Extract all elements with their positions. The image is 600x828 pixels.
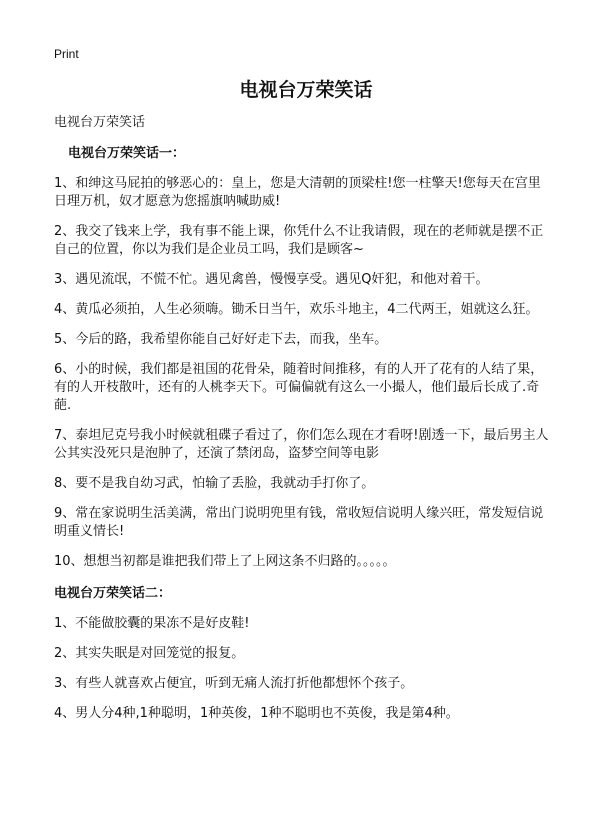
joke-item: 5、今后的路，我希望你能自己好好走下去，而我，坐车。: [54, 332, 388, 347]
joke-item: 4、男人分4种,1种聪明，1种英俊，1种不聪明也不英俊，我是第4种。: [54, 706, 459, 721]
joke-item: 2、我交了钱来上学，我有事不能上课，你凭什么不让我请假，现在的老师就是摆不正自己的位置，你以为我们是企业员工吗，我们是顾客~: [54, 224, 544, 257]
joke-item: 9、常在家说明生活美满，常出门说明兜里有钱，常收短信说明人缘兴旺，常发短信说明重义情长!: [54, 506, 544, 539]
joke-item: 3、有些人就喜欢占便宜，听到无痛人流打折他都想怀个孩子。: [54, 676, 414, 691]
joke-list-2: [54, 615, 554, 723]
page-subtitle: 电视台万荣笑话: [54, 115, 146, 130]
joke-item: 3、遇见流氓，不慌不忙。遇见禽兽，慢慢享受。遇见Q奸犯，和他对着干。: [54, 272, 489, 287]
joke-item: 1、和绅这马屁拍的够恶心的：皇上，您是大清朝的顶梁柱!您一柱擎天!您每天在宫里日理万机，奴才愿意为您摇旗呐喊助威!: [54, 176, 541, 209]
joke-item: 1、不能做胶囊的果冻不是好皮鞋!: [54, 616, 250, 631]
section-heading-1: 电视台万荣笑话一：: [68, 146, 186, 161]
joke-item: 6、小的时候，我们都是祖国的花骨朵，随着时间推移，有的人开了花有的人结了果，有的人开枝散叶，还有的人桃李天下。可偏偏就有这么一小撮人，他们最后长成了.奇葩.: [54, 362, 544, 413]
joke-list-1: [54, 175, 554, 571]
joke-item: 4、黄瓜必须拍，人生必须嗨。锄禾日当午，欢乐斗地主，4二代两王，姐就这么狂。: [54, 302, 539, 317]
section-heading-2: 电视台万荣笑话二：: [54, 586, 172, 601]
joke-item: 2、其实失眠是对回笼觉的报复。: [54, 646, 245, 661]
joke-item: 10、想想当初都是谁把我们带上了上网这条不归路的。。。。。: [54, 554, 396, 569]
print-link[interactable]: Print: [54, 47, 79, 61]
joke-item: 8、要不是我自幼习武，怕输了丢脸，我就动手打你了。: [54, 476, 375, 491]
page-title: 电视台万荣笑话: [239, 79, 373, 101]
joke-item: 7、泰坦尼克号我小时候就租碟子看过了，你们怎么现在才看呀!剧透一下，最后男主人公其实没死只是泡肿了，还演了禁闭岛，盗梦空间等电影: [54, 428, 549, 461]
